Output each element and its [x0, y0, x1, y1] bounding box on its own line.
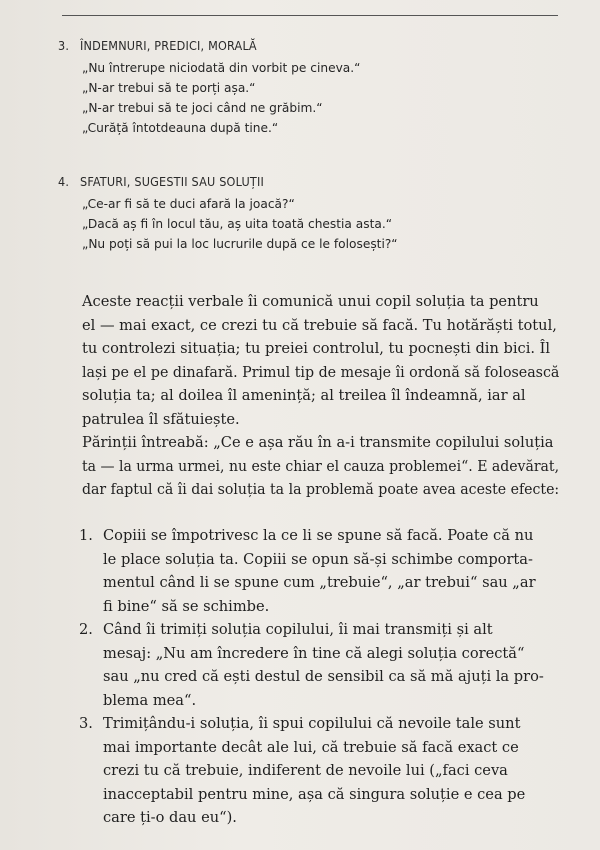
quote: „N-ar trebui să te joci când ne grăbim.“ — [82, 101, 323, 115]
section-3-heading — [58, 38, 257, 53]
list-item-line: mesaj: „Nu am încredere în tine că alegi soluția corectă“ — [103, 644, 525, 662]
paragraph-line: Părinții întreabă: „Ce e așa rău în a-i transmite copilului soluția — [82, 434, 554, 451]
quote: „Nu poți să pui la loc lucrurile după ce le folosești?“ — [82, 237, 398, 251]
list-item-line: Când îi trimiți soluția copilului, îi mai transmiți și alt — [103, 621, 493, 638]
quote: „Dacă aș fi în locul tău, aș uita toată chestia asta.“ — [82, 217, 393, 231]
paragraph-line: ta — la urma urmei, nu este chiar el cauza problemei“. E adevărat, — [82, 457, 560, 475]
section-4-quotes — [82, 194, 398, 254]
section-4-number: 4. — [58, 174, 70, 189]
list-item-line: Trimițându-i soluția, îi spui copilului că nevoile tale sunt — [103, 715, 521, 732]
list-item-number: 3. — [79, 715, 93, 732]
section-4-heading — [58, 174, 264, 189]
paragraph-line: tu controlezi situația; tu preiei controlul, tu pocnești din bici. Îl — [82, 340, 551, 357]
list-item — [79, 712, 559, 830]
quote: „Ce-ar fi să te duci afară la joacă?“ — [82, 197, 295, 211]
list-item-line: blema mea“. — [103, 691, 197, 709]
list-item-number: 2. — [79, 621, 93, 638]
quote: „Nu întrerupe niciodată din vorbit pe cineva.“ — [82, 61, 361, 75]
section-3-quotes — [82, 58, 360, 138]
section-3-number: 3. — [58, 38, 70, 53]
section-3-title: ÎNDEMNURI, PREDICI, MORALĂ — [80, 38, 257, 53]
effects-list — [79, 524, 559, 830]
list-item-line: inacceptabil pentru mine, așa că singura soluție e cea pe — [103, 785, 526, 803]
paragraph-line: lași pe el pe dinafară. Primul tip de mesaje îi ordonă să folosească — [82, 363, 560, 381]
section-4-title: SFATURI, SUGESTII SAU SOLUȚII — [80, 174, 264, 189]
list-item — [79, 524, 559, 618]
paragraph-line: patrulea îl sfătuiește. — [82, 410, 240, 428]
list-item — [79, 618, 559, 712]
list-item-line: fi bine“ să se schimbe. — [103, 597, 270, 615]
quote: „Curăță întotdeauna după tine.“ — [82, 121, 279, 135]
paragraph-line: Aceste reacții verbale îi comunică unui copil soluția ta pentru — [82, 293, 539, 310]
paragraph-2 — [82, 431, 559, 502]
paragraph-line: dar faptul că îi dai soluția ta la problemă poate avea aceste efecte: — [82, 481, 560, 498]
list-item-number: 1. — [79, 527, 93, 544]
list-item-line: Copiii se împotrivesc la ce li se spune să facă. Poate că nu — [103, 527, 534, 544]
paragraph-line: el — mai exact, ce crezi tu că trebuie să facă. Tu hotărăști totul, — [82, 316, 557, 334]
top-rule — [62, 15, 558, 16]
paragraph-line: soluția ta; al doilea îl amenință; al treilea îl îndeamnă, iar al — [82, 387, 526, 404]
list-item-line: crezi tu că trebuie, indiferent de nevoile lui („faci ceva — [103, 762, 508, 779]
quote: „N-ar trebui să te porți așa.“ — [82, 81, 256, 95]
list-item-line: le place soluția ta. Copiii se opun să-și schimbe comporta- — [103, 550, 533, 568]
list-item-line: care ți-o dau eu“). — [103, 809, 237, 826]
list-item-line: mai importante decât ale lui, că trebuie să facă exact ce — [103, 738, 519, 756]
paragraph-1 — [82, 290, 559, 431]
list-item-line: mentul când li se spune cum „trebuie“, „ar trebui“ sau „ar — [103, 574, 536, 591]
list-item-line: sau „nu cred că ești destul de sensibil ca să mă ajuți la pro- — [103, 668, 544, 685]
